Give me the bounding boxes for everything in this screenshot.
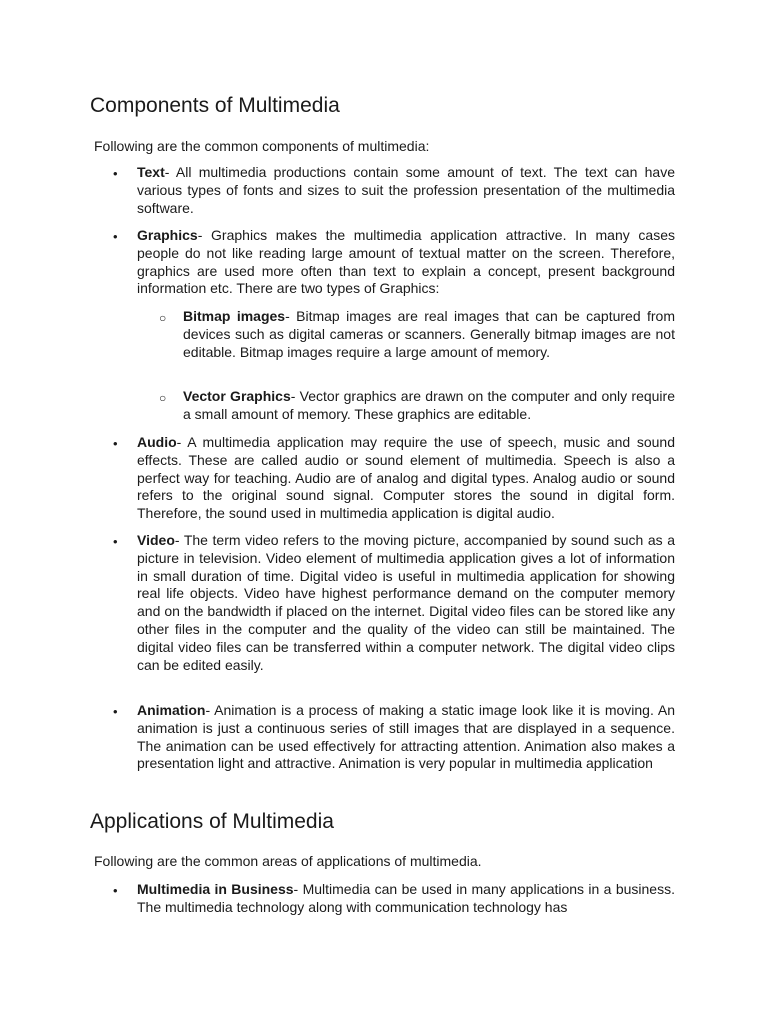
description-text: - All multimedia productions contain some amount of text. The text can have various types of fonts and sizes to suit the profession presentation of the multimedia software. <box>137 164 675 216</box>
circle-bullet-icon: ○ <box>159 391 167 405</box>
term-text: Text <box>137 164 165 180</box>
list-item-animation <box>113 702 675 773</box>
sub-list-item-vector <box>159 388 675 424</box>
circle-bullet-icon: ○ <box>159 311 167 325</box>
term-vector: Vector Graphics <box>183 388 291 404</box>
section-heading-components: Components of Multimedia <box>90 94 340 117</box>
list-item-video <box>113 532 675 674</box>
description-bitmap: - Bitmap images are real images that can be captured from devices such as digital cameras or scanners. Generally bitmap images are not editable. Bitmap images require a large amount of memory. <box>183 308 676 360</box>
term-business: Multimedia in Business <box>137 881 294 897</box>
description-animation: - Animation is a process of making a static image look like it is moving. An animation is just a continuous series of still images that are displayed in a sequence. The animation can be used effectively for attracting attention. Animation also makes a presentation light and attractive. Animation is very popular in multimedia application <box>137 702 675 772</box>
description-audio: - A multimedia application may require the use of speech, music and sound effects. These are called audio or sound element of multimedia. Speech is also a perfect way for teaching. Audio are of analog and digital types. Analog audio or sound refers to the original sound signal. Computer stores the sound in digital form. Therefore, the sound used in multimedia application is digital audio. <box>137 434 675 522</box>
term-graphics: Graphics <box>137 227 198 243</box>
bullet-icon: • <box>113 166 118 181</box>
bullet-icon: • <box>113 704 118 719</box>
description-business: - Multimedia can be used in many applications in a business. The multimedia technology along with communication technology has <box>137 881 675 915</box>
description-video: - The term video refers to the moving picture, accompanied by sound such as a picture in television. Video element of multimedia application gives a lot of information in small duration of time. Digital video is useful in multimedia application for showing real life objects. Video have highest performance demand on the computer memory and on the bandwidth if placed on the internet. Digital video files can be stored like any other files in the computer and the quality of the video can still be maintained. The digital video files can be transferred within a computer network. The digital video clips can be edited easily. <box>137 532 675 673</box>
list-item-text <box>113 164 675 217</box>
section-intro-applications: Following are the common areas of applications of multimedia. <box>94 853 482 869</box>
bullet-icon: • <box>113 534 118 549</box>
bullet-icon: • <box>113 229 118 244</box>
bullet-icon: • <box>113 883 118 898</box>
sub-list-item-bitmap <box>159 308 676 361</box>
list-item-business <box>113 881 675 917</box>
list-item-graphics <box>113 227 675 298</box>
term-video: Video <box>137 532 175 548</box>
bullet-icon: • <box>113 436 118 451</box>
description-vector: - Vector graphics are drawn on the computer and only require a small amount of memory. These graphics are editable. <box>183 388 675 422</box>
term-bitmap: Bitmap images <box>183 308 286 324</box>
section-heading-applications: Applications of Multimedia <box>90 810 334 833</box>
term-audio: Audio <box>137 434 177 450</box>
list-item-audio <box>113 434 675 523</box>
section-intro-components: Following are the common components of multimedia: <box>94 138 430 154</box>
term-animation: Animation <box>137 702 206 718</box>
description-graphics: - Graphics makes the multimedia application attractive. In many cases people do not like reading large amount of textual matter on the screen. Therefore, graphics are used more often than text to explain a concept, present background information etc. There are two types of Graphics: <box>137 227 675 297</box>
